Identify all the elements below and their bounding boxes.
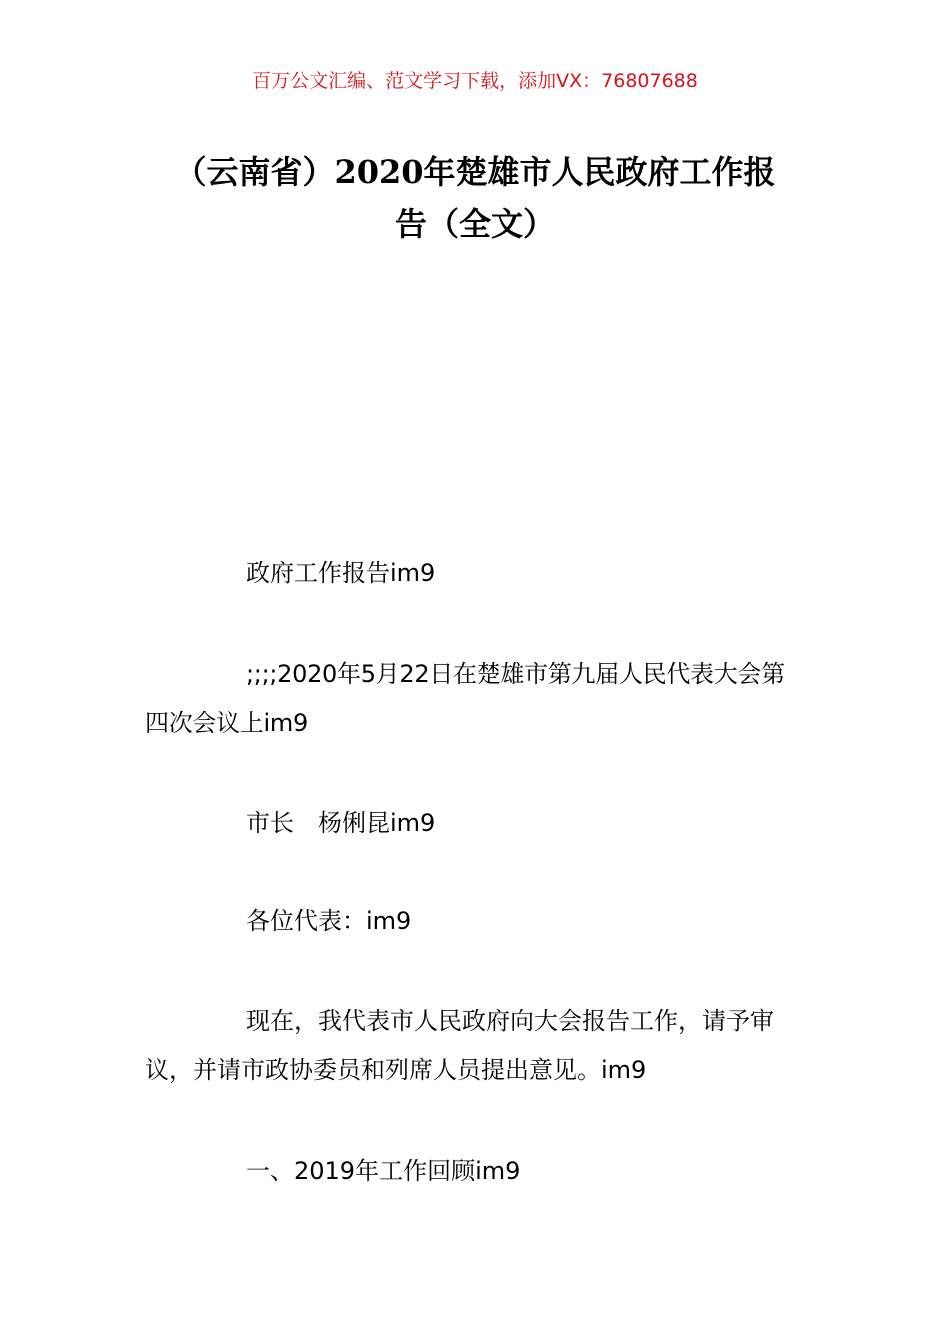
document-title-line-1: （云南省）2020年楚雄市人民政府工作报 <box>174 153 776 191</box>
speaker-name: 杨俐昆im9 <box>318 809 436 837</box>
promo-header-note: 百万公文汇编、范文学习下载，添加VX：76807688 <box>252 70 698 92</box>
paragraph-opening: 现在，我代表市人民政府向大会报告工作，请予审议，并请市政协委员和列席人员提出意见。im9 <box>145 1007 774 1084</box>
document-title-line-2: 告（全文） <box>394 205 555 243</box>
paragraph-report-name: 政府工作报告im9 <box>246 559 436 587</box>
paragraph-meeting-date: ;;;;2020年5月22日在楚雄市第九届人民代表大会第四次会议上im9 <box>145 660 785 737</box>
paragraph-speaker <box>145 799 807 848</box>
speaker-role: 市长 <box>246 809 294 837</box>
section-heading-review: 一、2019年工作回顾im9 <box>246 1157 521 1185</box>
paragraph-salutation: 各位代表：im9 <box>246 907 412 935</box>
document-title <box>120 146 830 250</box>
